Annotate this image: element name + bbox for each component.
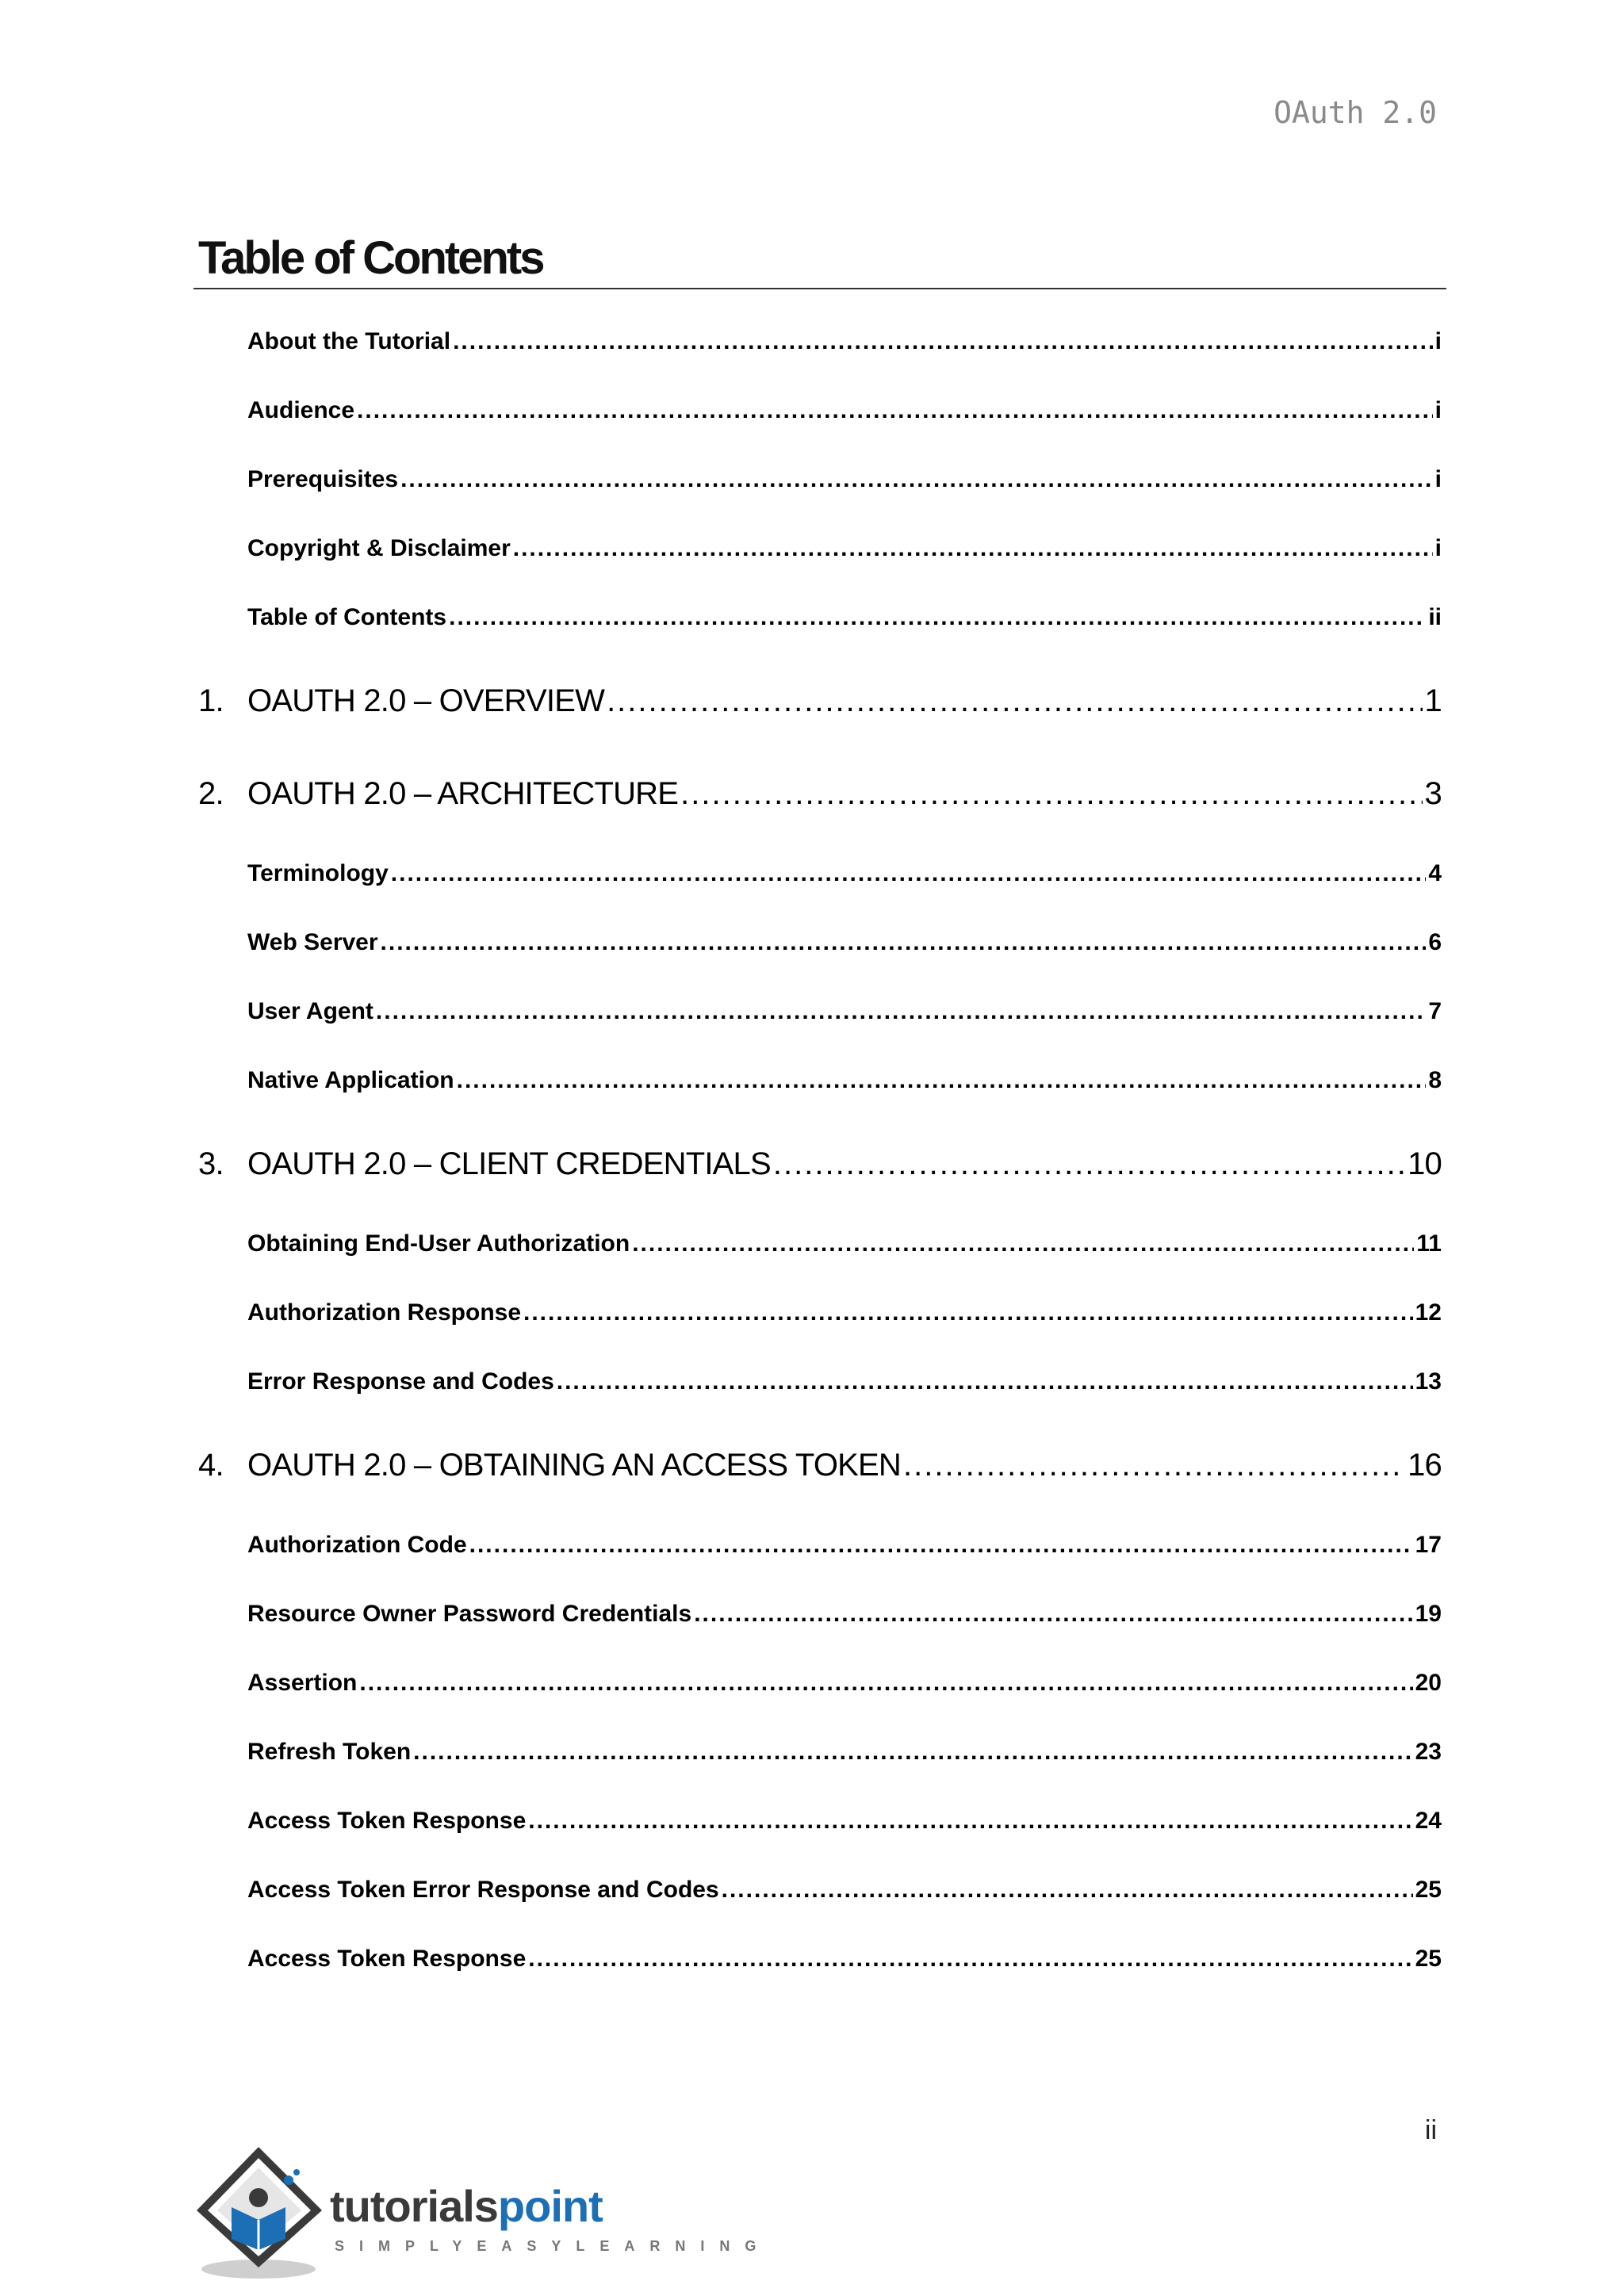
toc-entry-title: Error Response and Codes xyxy=(247,1368,554,1395)
toc-entry-title: Refresh Token xyxy=(247,1739,412,1765)
toc-chapter-entry[interactable] xyxy=(198,683,1442,719)
toc-entry-title: Table of Contents xyxy=(247,604,447,630)
toc-page-number: ii xyxy=(1428,604,1442,630)
toc-chapter-entry[interactable] xyxy=(198,1448,1442,1483)
toc-entry-title: OAUTH 2.0 – ARCHITECTURE xyxy=(247,776,679,811)
toc-page-number: 7 xyxy=(1428,998,1442,1024)
toc-dot-leader xyxy=(453,328,1433,355)
toc-entry-title: OAUTH 2.0 – OBTAINING AN ACCESS TOKEN xyxy=(247,1448,901,1483)
toc-entry-title: Copyright & Disclaimer xyxy=(247,535,511,561)
toc-page-number: 25 xyxy=(1415,1877,1442,1903)
toc-page-number: 16 xyxy=(1408,1448,1442,1483)
toc-section-entry[interactable] xyxy=(247,466,1442,493)
toc-section-entry[interactable] xyxy=(247,1739,1442,1766)
toc-page-number: 4 xyxy=(1428,860,1442,886)
toc-dot-leader xyxy=(632,1230,1414,1257)
logo-tagline: SIMPLYEASYLEARNING xyxy=(335,2238,772,2254)
toc-chapter-number: 1. xyxy=(198,683,224,718)
toc-entry-title: Terminology xyxy=(247,860,389,886)
toc-page-number: i xyxy=(1434,535,1442,561)
toc-chapter-number: 2. xyxy=(198,776,224,811)
toc-section-entry[interactable] xyxy=(247,998,1442,1025)
toc-entry-title: Access Token Response xyxy=(247,1946,527,1972)
toc-page-number: 24 xyxy=(1415,1808,1442,1834)
toc-page-number: 11 xyxy=(1416,1230,1442,1257)
toc-page-number: 10 xyxy=(1408,1146,1442,1181)
toc-page-number: 13 xyxy=(1415,1368,1442,1395)
toc-page-number: 20 xyxy=(1415,1670,1442,1696)
toc-dot-leader xyxy=(376,998,1426,1025)
toc-section-entry[interactable] xyxy=(247,1067,1442,1094)
toc-dot-leader xyxy=(523,1299,1413,1326)
toc-entry-title: OAUTH 2.0 – CLIENT CREDENTIALS xyxy=(247,1146,771,1181)
tutorialspoint-logo xyxy=(195,2141,772,2283)
toc-section-entry[interactable] xyxy=(247,1670,1442,1697)
toc-dot-leader xyxy=(680,776,1422,812)
toc-entry-title: About the Tutorial xyxy=(247,328,451,354)
toc-section-entry[interactable] xyxy=(247,1808,1442,1835)
toc-dot-leader xyxy=(557,1368,1413,1395)
toc-dot-leader xyxy=(513,535,1433,562)
toc-page-number: 3 xyxy=(1424,776,1442,811)
toc-section-entry[interactable] xyxy=(247,535,1442,562)
toc-entry-title: User Agent xyxy=(247,998,373,1024)
toc-chapter-entry[interactable] xyxy=(198,1146,1442,1182)
toc-dot-leader xyxy=(391,860,1427,887)
toc-page-number: 1 xyxy=(1424,683,1442,718)
toc-entry-title: Assertion xyxy=(247,1670,358,1696)
toc-chapter-number: 4. xyxy=(198,1448,224,1483)
toc-dot-leader xyxy=(469,1532,1413,1559)
toc-entry-title: Access Token Response xyxy=(247,1808,527,1834)
toc-dot-leader xyxy=(528,1946,1412,1973)
toc-dot-leader xyxy=(400,466,1433,493)
page-number: ii xyxy=(1424,2115,1437,2145)
toc-page-number: 25 xyxy=(1415,1946,1442,1972)
toc-section-entry[interactable] xyxy=(247,1877,1442,1904)
toc-dot-leader xyxy=(381,929,1427,956)
toc-section-entry[interactable] xyxy=(247,397,1442,424)
toc-dot-leader xyxy=(413,1739,1412,1766)
toc-section-entry[interactable] xyxy=(247,929,1442,956)
toc-dot-leader xyxy=(722,1877,1413,1904)
toc-section-entry[interactable] xyxy=(247,1532,1442,1559)
toc-entry-title: Native Application xyxy=(247,1067,454,1093)
toc-dot-leader xyxy=(903,1448,1405,1483)
toc-section-entry[interactable] xyxy=(247,860,1442,887)
toc-entry-title: Authorization Response xyxy=(247,1299,522,1326)
running-header-title: OAuth 2.0 xyxy=(1274,95,1437,130)
toc-entry-title: Authorization Code xyxy=(247,1532,467,1558)
tutorialspoint-logo-icon xyxy=(195,2141,338,2283)
toc-dot-leader xyxy=(528,1808,1412,1835)
toc-dot-leader xyxy=(607,683,1422,719)
toc-section-entry[interactable] xyxy=(247,604,1442,631)
toc-entry-title: Access Token Error Response and Codes xyxy=(247,1877,719,1903)
toc-chapter-entry[interactable] xyxy=(198,776,1442,812)
toc-section-entry[interactable] xyxy=(247,1601,1442,1628)
toc-heading: Table of Contents xyxy=(198,232,543,284)
toc-dot-leader xyxy=(694,1601,1412,1628)
toc-section-entry[interactable] xyxy=(247,1946,1442,1973)
toc-page-number: i xyxy=(1434,397,1442,423)
logo-word-part1: tutorials xyxy=(330,2181,498,2231)
toc-page-number: 6 xyxy=(1428,929,1442,955)
toc-dot-leader xyxy=(457,1067,1427,1094)
logo-wordmark xyxy=(330,2180,603,2232)
toc-section-entry[interactable] xyxy=(247,1230,1442,1257)
toc-dot-leader xyxy=(359,1670,1412,1697)
toc-entry-title: OAUTH 2.0 – OVERVIEW xyxy=(247,683,605,718)
toc-dot-leader xyxy=(357,397,1433,424)
toc-section-entry[interactable] xyxy=(247,1368,1442,1395)
toc-section-entry[interactable] xyxy=(247,1299,1442,1326)
toc-entry-title: Audience xyxy=(247,397,355,423)
toc-entry-title: Web Server xyxy=(247,929,378,955)
toc-section-entry[interactable] xyxy=(247,328,1442,355)
toc-page-number: 17 xyxy=(1415,1532,1442,1558)
toc-page-number: 8 xyxy=(1428,1067,1442,1093)
toc-entry-title: Obtaining End-User Authorization xyxy=(247,1230,630,1257)
toc-entry-title: Resource Owner Password Credentials xyxy=(247,1601,692,1627)
logo-word-part2: point xyxy=(497,2181,603,2231)
toc-page-number: 23 xyxy=(1415,1739,1442,1765)
toc-page-number: i xyxy=(1434,328,1442,354)
toc-dot-leader xyxy=(773,1146,1405,1182)
toc-chapter-number: 3. xyxy=(198,1146,224,1181)
toc-page-number: 12 xyxy=(1415,1299,1442,1326)
toc-page-number: 19 xyxy=(1415,1601,1442,1627)
toc-entry-title: Prerequisites xyxy=(247,466,399,492)
toc-dot-leader xyxy=(449,604,1426,631)
toc-page-number: i xyxy=(1434,466,1442,492)
